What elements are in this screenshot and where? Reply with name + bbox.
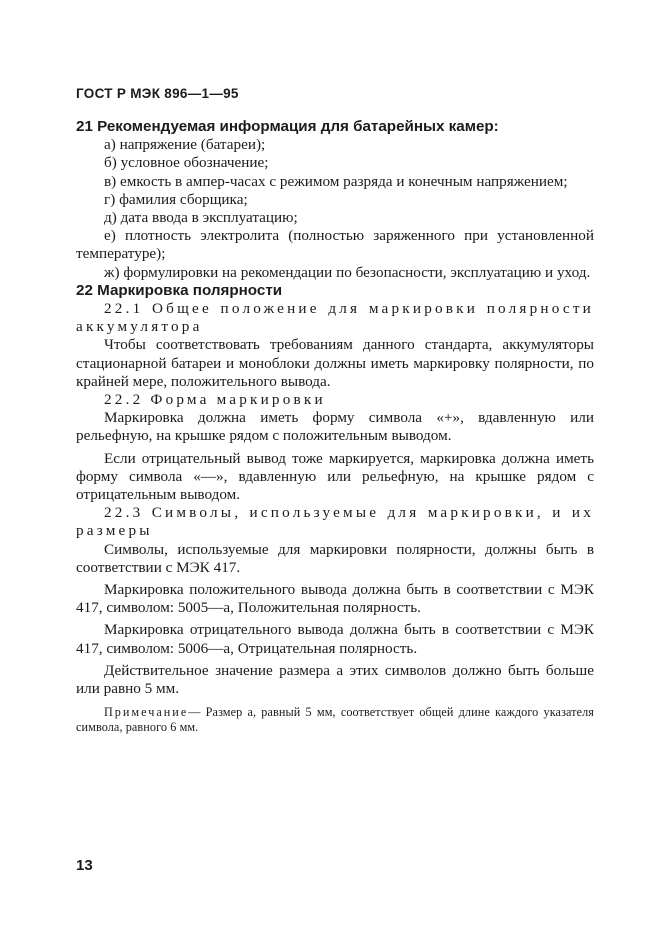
paragraph: Маркировка отрицательного вывода должна быть в соответствии с МЭК 417, символом: 5006—а, Отрицательная полярность. (76, 621, 594, 657)
note-label: Примечание (104, 705, 189, 720)
paragraph: Маркировка положительного вывода должна быть в соответствии с МЭК 417, символом: 5005—а, Положительная полярность. (76, 581, 594, 617)
paragraph: Действительное значение размера а этих символов должно быть больше или равно 5 мм. (76, 661, 594, 698)
subsection-22-2-title: 22.2 Форма маркировки (104, 391, 326, 409)
subsection-22-1-title: 22.1 Общее положение для маркировки полярности аккумулятора (76, 300, 594, 336)
page-number: 13 (76, 857, 93, 874)
document-header: ГОСТ Р МЭК 896—1—95 (76, 86, 239, 101)
list-item: ж) формулировки на рекомендации по безопасности, эксплуатацию и уход. (104, 263, 591, 281)
list-item: е) плотность электролита (полностью заряженного при установленной температуре); (76, 227, 594, 263)
section-21-heading: 21 Рекомендуемая информация для батарейных камер: (76, 118, 499, 135)
paragraph: Чтобы соответствовать требованиям данного стандарта, аккумуляторы стационарной батареи и моноблоки должны иметь маркировку полярности, по крайней мере, положительного вывода. (76, 336, 594, 390)
list-item: а) напряжение (батареи); (104, 136, 266, 154)
note-text: — Размер а, равный 5 мм, соответствует общей длине каждого указателя символа, равного 6 мм. (76, 705, 594, 735)
list-item: б) условное обозначение; (104, 154, 269, 172)
note (76, 705, 594, 735)
list-item: в) емкость в ампер-часах с режимом разряда и конечным напряжением; (104, 172, 568, 190)
subsection-22-3-title: 22.3 Символы, используемые для маркировки, и их размеры (76, 504, 594, 540)
document-body (76, 118, 594, 735)
paragraph: Если отрицательный вывод тоже маркируется, маркировка должна иметь форму символа «—», вдавленную или рельефную, на крышке рядом с отрицательным выводом. (76, 449, 594, 504)
paragraph: Символы, используемые для маркировки полярности, должны быть в соответствии с МЭК 417. (76, 540, 594, 576)
list-item: г) фамилия сборщика; (104, 190, 248, 208)
section-21-list (76, 136, 594, 282)
paragraph: Маркировка должна иметь форму символа «+», вдавленную или рельефную, на крышке рядом с положительным выводом. (76, 409, 594, 445)
section-22-heading: 22 Маркировка полярности (76, 281, 283, 299)
list-item: д) дата ввода в эксплуатацию; (104, 209, 298, 227)
